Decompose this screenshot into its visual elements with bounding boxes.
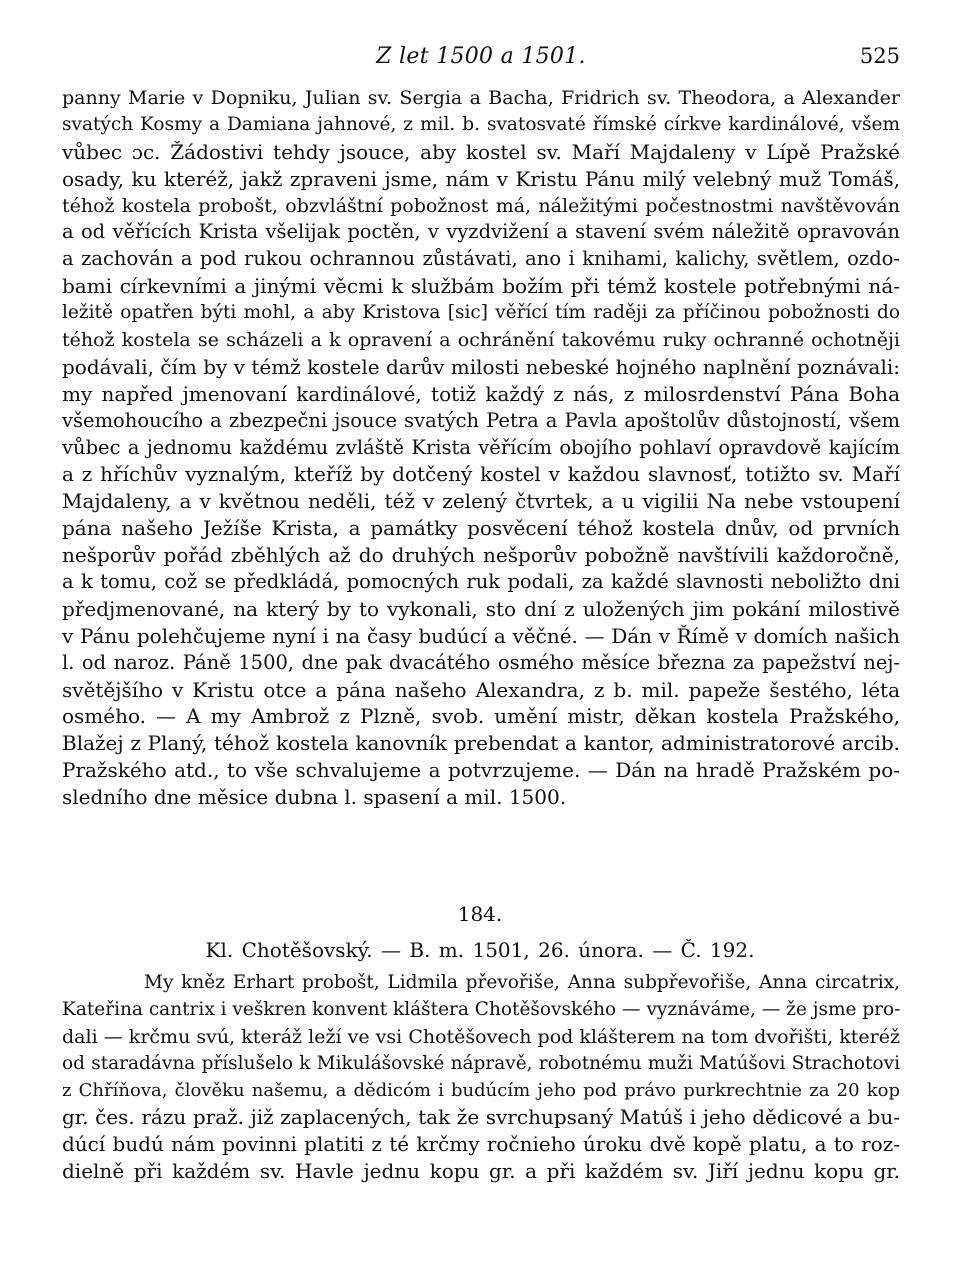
text-line: téhož kostela se scházeli a k opravení a ochránění takovému ruky ochranné ochotněji (62, 329, 900, 352)
text-line: a k tomu, což se předkládá, pomocných ruk podali, za každé slavnosti neboližto dni (62, 570, 900, 594)
text-line: všemohoucího a zbezpečni jsouce svatých Petra a Pavla apoštolův důstojností, všem (62, 408, 900, 432)
text-line: dielně při každém sv. Havle jednu kopu gr. a při každém sv. Jiří jednu kopu gr. (62, 1159, 900, 1184)
document-183-text (62, 85, 900, 811)
document-heading: Kl. Chotěšovský. — B. m. 1501, 26. února. — Č. 192. (205, 938, 755, 962)
text-line: Pražského atd., to vše schvalujeme a potvrzujeme. — Dán na hradě Pražském po- (62, 758, 900, 783)
text-line: nešporův pořád zběhlých až do druhých nešporův pobožně navštívili každoročně, (62, 543, 900, 568)
text-line: Blažej z Planý, téhož kostela kanovník prebendat a kantor, administratorové arcib. (62, 731, 900, 756)
page-header (62, 44, 900, 74)
text-line: Majdaleny, a v květnou neděli, též v zelený čtvrtek, a u vigilii Na nebe vstoupení (62, 489, 900, 514)
text-line: téhož kostela probošt, obzvláštní pobožnost má, náležitými počestnostmi navštěvován (62, 194, 900, 217)
text-line: vůbec ɔc. Žádostivi tehdy jsouce, aby kostel sv. Maří Majdaleny v Lípě Pražské (62, 139, 900, 164)
text-line: My kněz Erhart probošt, Lidmila převořiše, Anna subpřevořiše, Anna circatrix, (144, 972, 900, 993)
text-line: sledního dne měsice dubna l. spasení a mil. 1500. (62, 785, 567, 810)
text-line: a zachován a pod rukou ochrannou zůstávati, ano i knihami, kalichy, světlem, ozdo- (62, 247, 900, 271)
running-title: Z let 1500 a 1501. (376, 44, 586, 69)
text-line: v Pánu polehčujeme nyní i na časy budúcí a věčné. — Dán v Římě v domích našich (62, 623, 900, 648)
text-line: my napřed jmenovaní kardinálové, totiž každý z nás, z milosrdenství Pána Boha (62, 381, 900, 406)
text-line: Kateřina cantrix i veškren konvent kláštera Chotěšovského — vyznáváme, — že jsme pro- (62, 998, 900, 1020)
text-line: osmého. — A my Ambrož z Plzně, svob. umění mistr, děkan kostela Pražského, (62, 704, 900, 729)
text-line: svatých Kosmy a Damiana jahnové, z mil. b. svatosvaté římské církve kardinálové, všem (62, 113, 900, 135)
text-line: a z hříchův vyznalým, kteříž by dotčený kostel v každou slavnosť, totižto sv. Maří (62, 462, 900, 487)
text-line: ležitě opatřen býti mohl, a aby Kristova [sic] věřící tím raději za příčinou pobožnosti do (62, 302, 900, 324)
text-line: gr. čes. rázu praž. již zaplacených, tak že svrchupsaný Matúš i jeho dědicové a bu- (62, 1105, 900, 1130)
text-line: dali — krčmu svú, kteráž leží ve vsi Chotěšovech pod klášterem na tom dvořišti, kteréž (62, 1025, 900, 1048)
text-line: světějšího v Kristu otce a pána našeho Alexandra, z b. mil. papeže šestého, léta (62, 677, 900, 702)
page-number: 525 (859, 44, 900, 68)
text-line: z Chříňova, člověku našemu, a dědicóm i budúcím jeho pod právo purkrechtnie za 20 kop (62, 1079, 900, 1101)
document-184-text (62, 970, 900, 1185)
text-line: podávali, čím by v témž kostele darův milosti nebeské hojného naplnění poznávali: (62, 354, 900, 379)
text-line: dúcí budú nám povinni platiti z té krčmy ročnieho úroku dvě kopě platu, a to roz- (62, 1132, 900, 1157)
text-line: panny Marie v Dopniku, Julian sv. Sergia a Bacha, Fridrich sv. Theodora, a Alexander (62, 87, 900, 109)
text-line: pána našeho Ježíše Krista, a památky posvěcení téhož kostela dnův, od prvních (62, 516, 900, 541)
text-line: předjmenované, na který by to vykonali, sto dní z uložených jim pokání milostivě (62, 596, 900, 621)
text-line: bami církevními a jinými věcmi k službám božím při témž kostele potřebnými ná- (62, 274, 900, 299)
text-line: od staradávna příslušelo k Mikulášovské nápravě, robotnému muži Matúšovi Strachotovi (62, 1052, 900, 1074)
document-number: 184. (457, 902, 503, 926)
text-line: a od věřících Krista všelijak poctěn, v vyzdvižení a stavení svém náležitě opravován (62, 220, 900, 244)
text-line: osady, ku kteréž, jakž zpraveni jsme, nám v Kristu Pánu milý velebný muž Tomáš, (62, 166, 900, 191)
text-line: vůbec a jednomu každému zvláště Krista věřícím obojího pohlaví opravdově kajícím (62, 435, 900, 459)
text-line: l. od naroz. Páně 1500, dne pak dvacátého osmého měsíce března za papežství nej- (62, 650, 900, 674)
